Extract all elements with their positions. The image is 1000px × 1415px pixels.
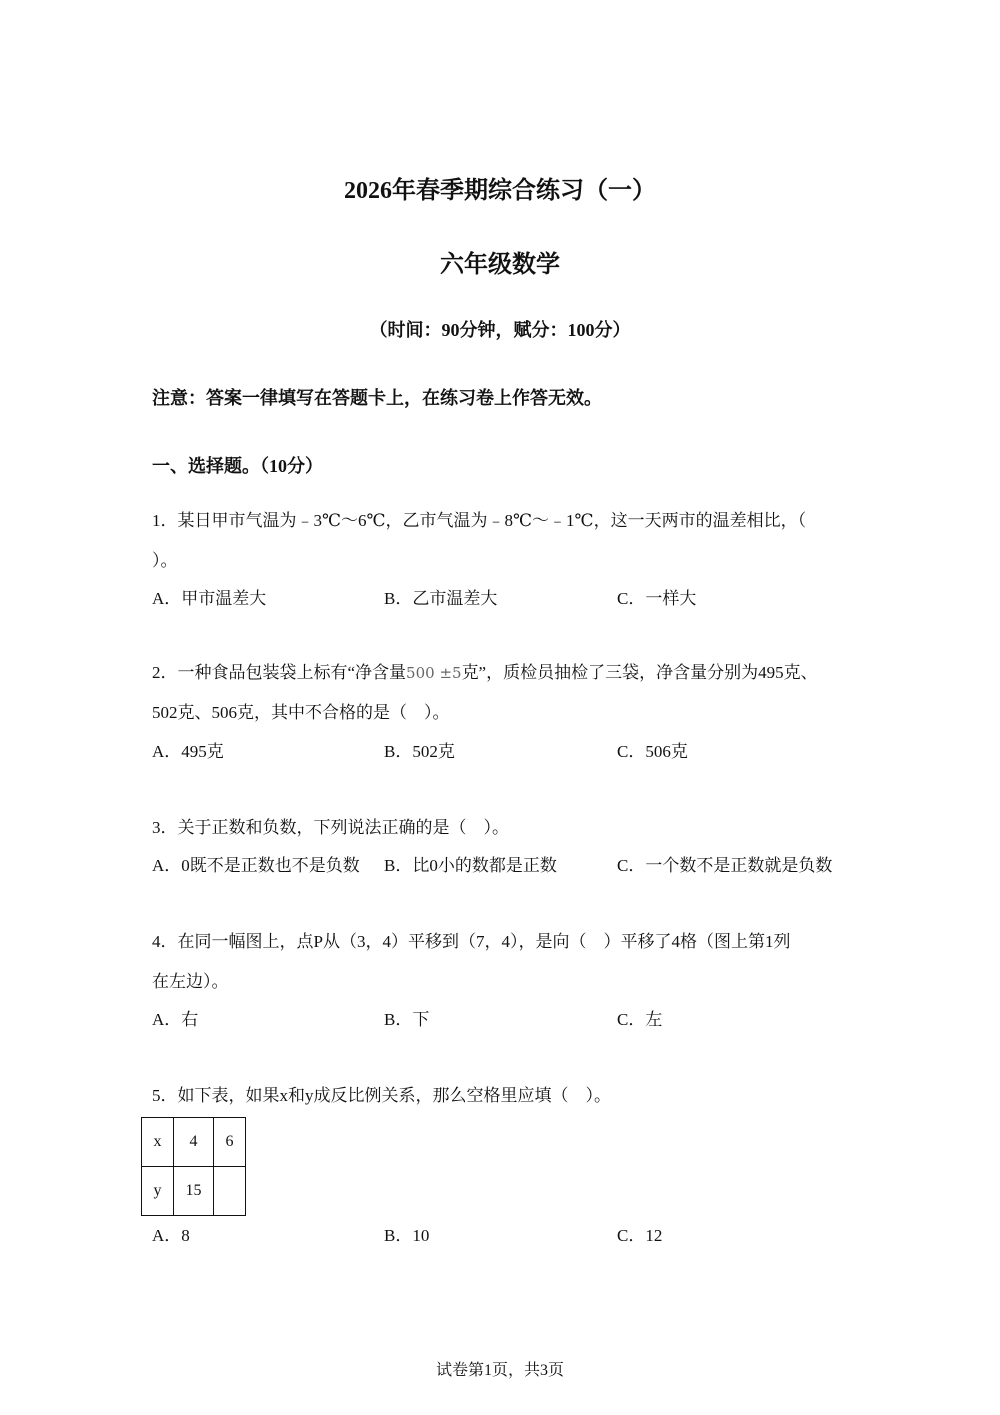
section-heading: 一、选择题。（10分） bbox=[152, 456, 323, 476]
question-1-line2: ）。 bbox=[152, 551, 178, 570]
question-3-option-a: A．0既不是正数也不是负数 bbox=[152, 856, 360, 875]
table-cell: 15 bbox=[174, 1167, 214, 1216]
question-2-line2: 502克、506克，其中不合格的是（ ）。 bbox=[152, 703, 450, 722]
page-footer: 试卷第1页，共3页 bbox=[435, 1362, 564, 1379]
question-1-option-b: B．乙市温差大 bbox=[384, 589, 498, 608]
exam-subject: 六年级数学 bbox=[440, 252, 560, 278]
question-5-option-c: C．12 bbox=[617, 1226, 663, 1245]
table-cell: x bbox=[142, 1118, 174, 1167]
table-cell-blank bbox=[214, 1167, 246, 1216]
question-4-option-a: A．右 bbox=[152, 1010, 199, 1029]
table-cell: y bbox=[142, 1167, 174, 1216]
question-2-suffix: 克”，质检员抽检了三袋，净含量分别为495克、 bbox=[461, 663, 818, 682]
question-3-option-c: C．一个数不是正数就是负数 bbox=[617, 856, 833, 875]
exam-time-info: （时间：90分钟，赋分：100分） bbox=[369, 320, 631, 340]
table-cell: 6 bbox=[214, 1118, 246, 1167]
xy-table bbox=[141, 1117, 246, 1216]
question-2-option-c: C．506克 bbox=[617, 742, 688, 761]
question-3-line1: 3．关于正数和负数，下列说法正确的是（ ）。 bbox=[152, 818, 509, 837]
question-2-option-a: A．495克 bbox=[152, 742, 224, 761]
question-5-line1: 5．如下表，如果x和y成反比例关系，那么空格里应填（ ）。 bbox=[152, 1086, 611, 1105]
notice-text: 注意：答案一律填写在答题卡上，在练习卷上作答无效。 bbox=[152, 388, 602, 408]
question-3-option-b: B．比0小的数都是正数 bbox=[384, 856, 557, 875]
question-1-option-c: C．一样大 bbox=[617, 589, 697, 608]
question-4-line1: 4．在同一幅图上，点P从（3，4）平移到（7，4），是向（ ）平移了4格（图上第1列 bbox=[152, 932, 791, 951]
question-1-option-a: A．甲市温差大 bbox=[152, 589, 267, 608]
question-4-line2: 在左边）。 bbox=[152, 972, 229, 991]
question-4-option-b: B．下 bbox=[384, 1010, 430, 1029]
table-row bbox=[142, 1118, 246, 1167]
table-cell: 4 bbox=[174, 1118, 214, 1167]
question-2-math: 500 ±5 bbox=[406, 664, 462, 682]
question-2-option-b: B．502克 bbox=[384, 742, 455, 761]
question-2-prefix: 2．一种食品包装袋上标有“净含量 bbox=[152, 663, 407, 682]
question-5-option-b: B．10 bbox=[384, 1226, 430, 1245]
exam-title: 2026年春季期综合练习（一） bbox=[344, 178, 656, 204]
question-1-line1: 1．某日甲市气温为﹣3℃～6℃，乙市气温为﹣8℃～﹣1℃，这一天两市的温差相比，（ bbox=[152, 511, 807, 530]
question-5-option-a: A．8 bbox=[152, 1226, 190, 1245]
question-4-option-c: C．左 bbox=[617, 1010, 663, 1029]
question-2-line1 bbox=[152, 658, 818, 683]
table-row bbox=[142, 1167, 246, 1216]
